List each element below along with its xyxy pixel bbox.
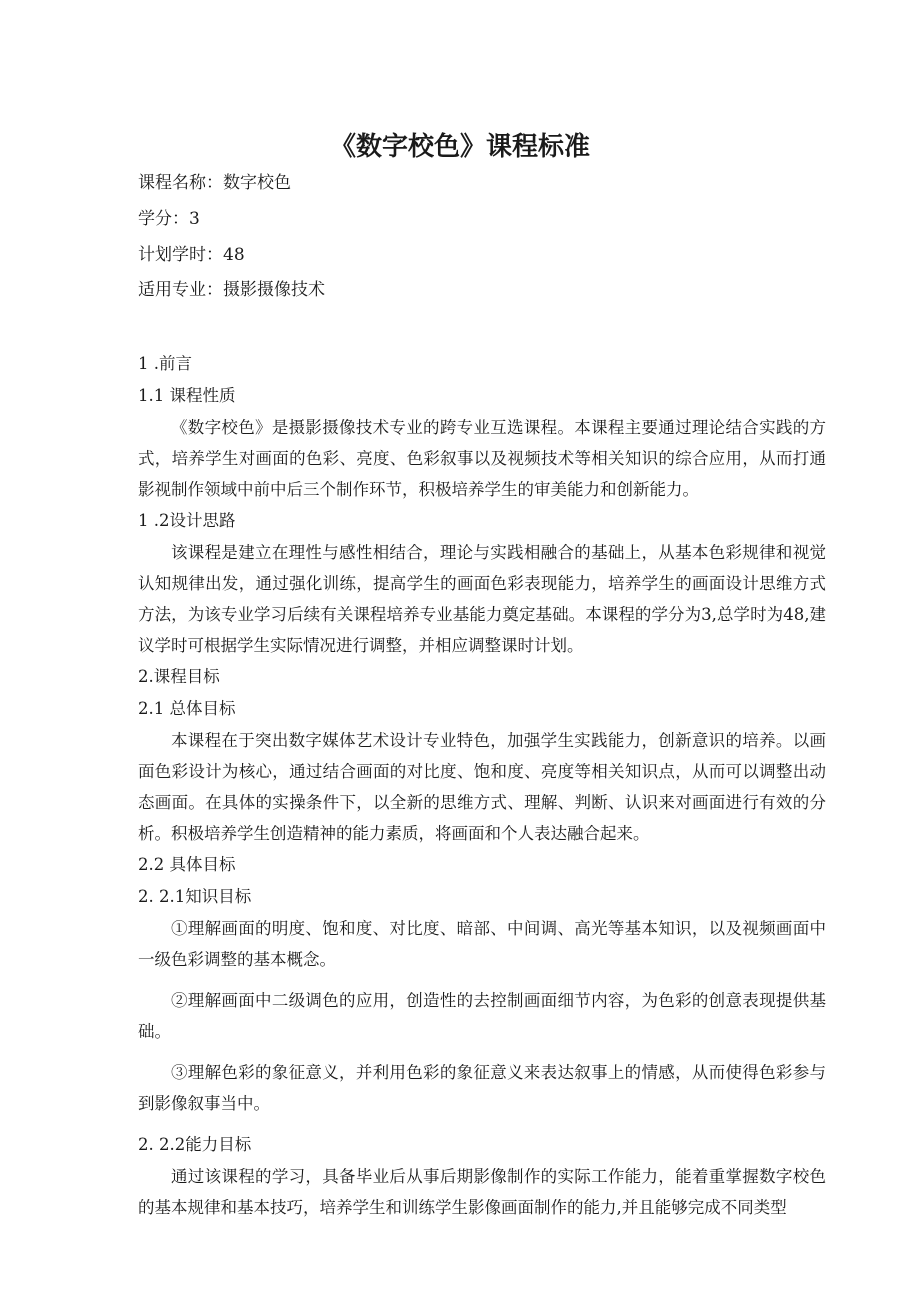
heading-specific-goals: 2.2 具体目标 — [138, 855, 236, 874]
course-major: 适用专业：摄影摄像技术 — [138, 280, 325, 300]
course-name: 课程名称：数字校色 — [138, 173, 291, 193]
heading-ability-goals: 2. 2.2能力目标 — [138, 1135, 252, 1154]
heading-overall-goals: 2.1 总体目标 — [138, 699, 236, 718]
document-title: 《数字校色》课程标准 — [329, 132, 590, 162]
heading-course-nature: 1.1 课程性质 — [138, 386, 236, 405]
paragraph-overall-goals: 本课程在于突出数字媒体艺术设计专业特色，加强学生实践能力，创新意识的培养。以画面色彩设计为核心，通过结合画面的对比度、饱和度、亮度等相关知识点，从而可以调整出动态画面。在具体的实操条件下，以全新的思维方式、理解、判断、认识来对画面进行有效的分析。积极培养学生创造精神的能力素质，将画面和个人表达融合起来。 — [138, 731, 826, 843]
heading-knowledge-goals: 2. 2.1知识目标 — [138, 887, 252, 906]
heading-preface: 1 .前言 — [138, 354, 192, 373]
heading-course-goals: 2.课程目标 — [138, 667, 220, 686]
course-credits: 学分：3 — [138, 209, 200, 229]
knowledge-goal-1: ①理解画面的明度、饱和度、对比度、暗部、中间调、高光等基本知识，以及视频画面中一级色彩调整的基本概念。 — [138, 919, 826, 969]
paragraph-course-nature: 《数字校色》是摄影摄像技术专业的跨专业互选课程。本课程主要通过理论结合实践的方式，培养学生对画面的色彩、亮度、色彩叙事以及视频技术等相关知识的综合应用，从而打通影视制作领域中前中后三个制作环节，积极培养学生的审美能力和创新能力。 — [138, 418, 826, 499]
document-body — [138, 348, 826, 1223]
knowledge-goal-3: ③理解色彩的象征意义，并利用色彩的象征意义来表达叙事上的情感，从而使得色彩参与到影像叙事当中。 — [138, 1063, 826, 1113]
knowledge-goal-2: ②理解画面中二级调色的应用，创造性的去控制画面细节内容，为色彩的创意表现提供基础。 — [138, 991, 826, 1041]
heading-design-approach: 1 .2设计思路 — [138, 511, 236, 530]
course-hours: 计划学时：48 — [138, 245, 245, 265]
paragraph-ability-goals: 通过该课程的学习，具备毕业后从事后期影像制作的实际工作能力，能着重掌握数字校色的基本规律和基本技巧，培养学生和训练学生影像画面制作的能力,并且能够完成不同类型 — [138, 1167, 826, 1217]
paragraph-design-approach: 该课程是建立在理性与感性相结合，理论与实践相融合的基础上，从基本色彩规律和视觉认知规律出发，通过强化训练，提高学生的画面色彩表现能力，培养学生的画面设计思维方式方法，为该专业学习后续有关课程培养专业基能力奠定基础。本课程的学分为3,总学时为48,建议学时可根据学生实际情况进行调整，并相应调整课时计划。 — [138, 543, 826, 655]
